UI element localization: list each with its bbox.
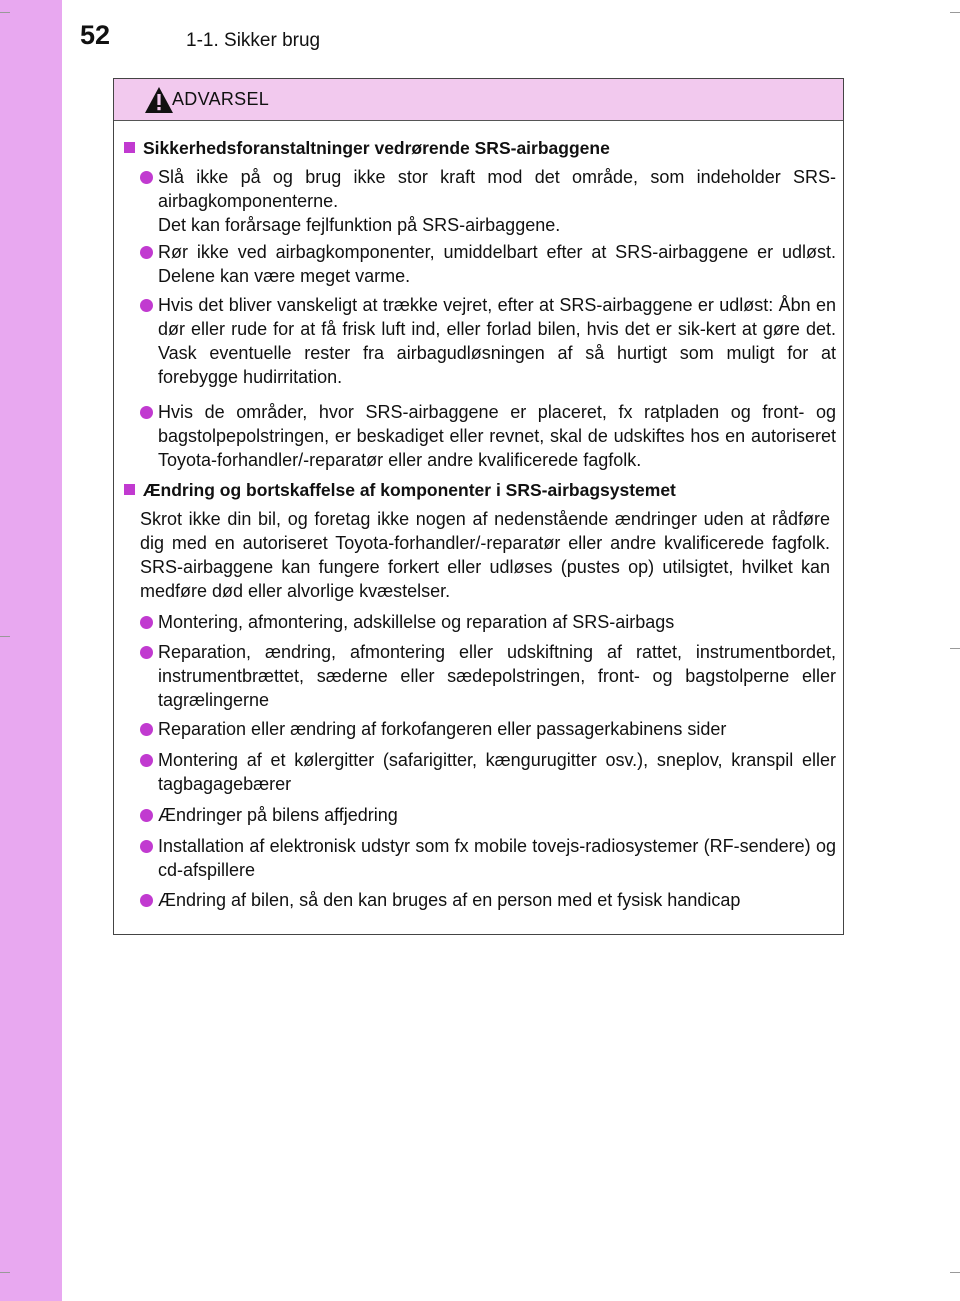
list-item bbox=[136, 165, 836, 237]
round-bullet-icon bbox=[140, 723, 153, 736]
warning-triangle-icon bbox=[144, 86, 174, 114]
round-bullet-icon bbox=[140, 171, 153, 184]
list-item bbox=[136, 834, 836, 882]
round-bullet-icon bbox=[140, 406, 153, 419]
round-bullet-icon bbox=[140, 754, 153, 767]
square-bullet-icon bbox=[124, 142, 135, 153]
bullet-text: Hvis de områder, hvor SRS-airbaggene er placeret, fx ratpladen og front- og bagstolpepolstringen, er beskadiget eller revnet, skal de udskiftes hos en autoriseret Toyota-forhandler/-reparatør eller andre kvalificerede fagfolk. bbox=[158, 402, 836, 470]
page-number: 52 bbox=[80, 20, 111, 50]
list-item bbox=[136, 717, 836, 741]
bullet-text: Montering af et kølergitter (safarigitter, kængurugitter osv.), sneplov, kranspil eller tagbagagebærer bbox=[158, 750, 836, 794]
list-item bbox=[136, 240, 836, 288]
round-bullet-icon bbox=[140, 246, 153, 259]
round-bullet-icon bbox=[140, 894, 153, 907]
warning-box bbox=[113, 78, 844, 935]
list-item bbox=[136, 610, 836, 634]
bullet-text: Montering, afmontering, adskillelse og reparation af SRS-airbags bbox=[158, 612, 675, 632]
crop-mark bbox=[950, 12, 960, 13]
section-heading-srs-precautions bbox=[124, 138, 610, 159]
heading-text: Ændring og bortskaffelse af komponenter i SRS-airbagsystemet bbox=[143, 480, 676, 500]
list-item bbox=[136, 748, 836, 796]
bullet-text: Slå ikke på og brug ikke stor kraft mod det område, som indeholder SRS-airbagkomponenterne. bbox=[158, 167, 836, 211]
round-bullet-icon bbox=[140, 646, 153, 659]
list-item bbox=[136, 888, 836, 912]
bullet-text: Ændringer på bilens affjedring bbox=[158, 805, 398, 825]
bullet-text: Installation af elektronisk udstyr som fx mobile tovejs-radiosystemer (RF-sendere) og cd-afspillere bbox=[158, 836, 836, 880]
crop-mark bbox=[950, 1272, 960, 1273]
crop-mark bbox=[950, 648, 960, 649]
square-bullet-icon bbox=[124, 484, 135, 495]
bullet-subtext: Det kan forårsage fejlfunktion på SRS-airbaggene. bbox=[158, 215, 561, 235]
warning-label: ADVARSEL bbox=[172, 89, 270, 109]
section-heading-srs-modification bbox=[124, 480, 676, 501]
round-bullet-icon bbox=[140, 299, 153, 312]
list-item bbox=[136, 293, 836, 389]
crop-mark bbox=[0, 12, 10, 13]
bullet-text: Rør ikke ved airbagkomponenter, umiddelbart efter at SRS-airbaggene er udløst. Delene kan være meget varme. bbox=[158, 242, 836, 286]
warning-header bbox=[114, 79, 843, 121]
section-intro-text: Skrot ikke din bil, og foretag ikke nogen af nedenstående ændringer uden at rådføre dig med en autoriseret Toyota-forhandler/-reparatør eller andre kvalificerede fagfolk. SRS-airbaggene kan fungere forkert eller udløses (pustes op) utilsigtet, hvilket kan medføre død eller alvorlige kvæstelser. bbox=[140, 509, 830, 601]
bullet-text: Ændring af bilen, så den kan bruges af en person med et fysisk handicap bbox=[158, 890, 741, 910]
heading-text: Sikkerhedsforanstaltninger vedrørende SRS-airbaggene bbox=[143, 138, 610, 158]
bullet-text: Hvis det bliver vanskeligt at trække vejret, efter at SRS-airbaggene er udløst: Åbn en dør eller rude for at få frisk luft ind, eller forlad bilen, hvis det er sik-kert at gøre det. Vask eventuelle rester fra airbagudløsningen af så hurtigt som muligt for at forebygge hudirritation. bbox=[158, 295, 836, 387]
crop-mark bbox=[0, 1272, 10, 1273]
list-item bbox=[136, 803, 836, 827]
round-bullet-icon bbox=[140, 616, 153, 629]
round-bullet-icon bbox=[140, 840, 153, 853]
list-item bbox=[136, 640, 836, 712]
list-item bbox=[136, 400, 836, 472]
round-bullet-icon bbox=[140, 809, 153, 822]
section-title: 1-1. Sikker brug bbox=[186, 30, 321, 51]
crop-mark bbox=[0, 636, 10, 637]
side-color-strip bbox=[0, 0, 62, 1301]
bullet-text: Reparation eller ændring af forkofangeren eller passagerkabinens sider bbox=[158, 719, 727, 739]
bullet-text: Reparation, ændring, afmontering eller udskiftning af rattet, instrumentbordet, instrumentbrættet, sæderne eller sædepolstringen, front- og bagstolperne eller tagrælingerne bbox=[158, 642, 836, 710]
